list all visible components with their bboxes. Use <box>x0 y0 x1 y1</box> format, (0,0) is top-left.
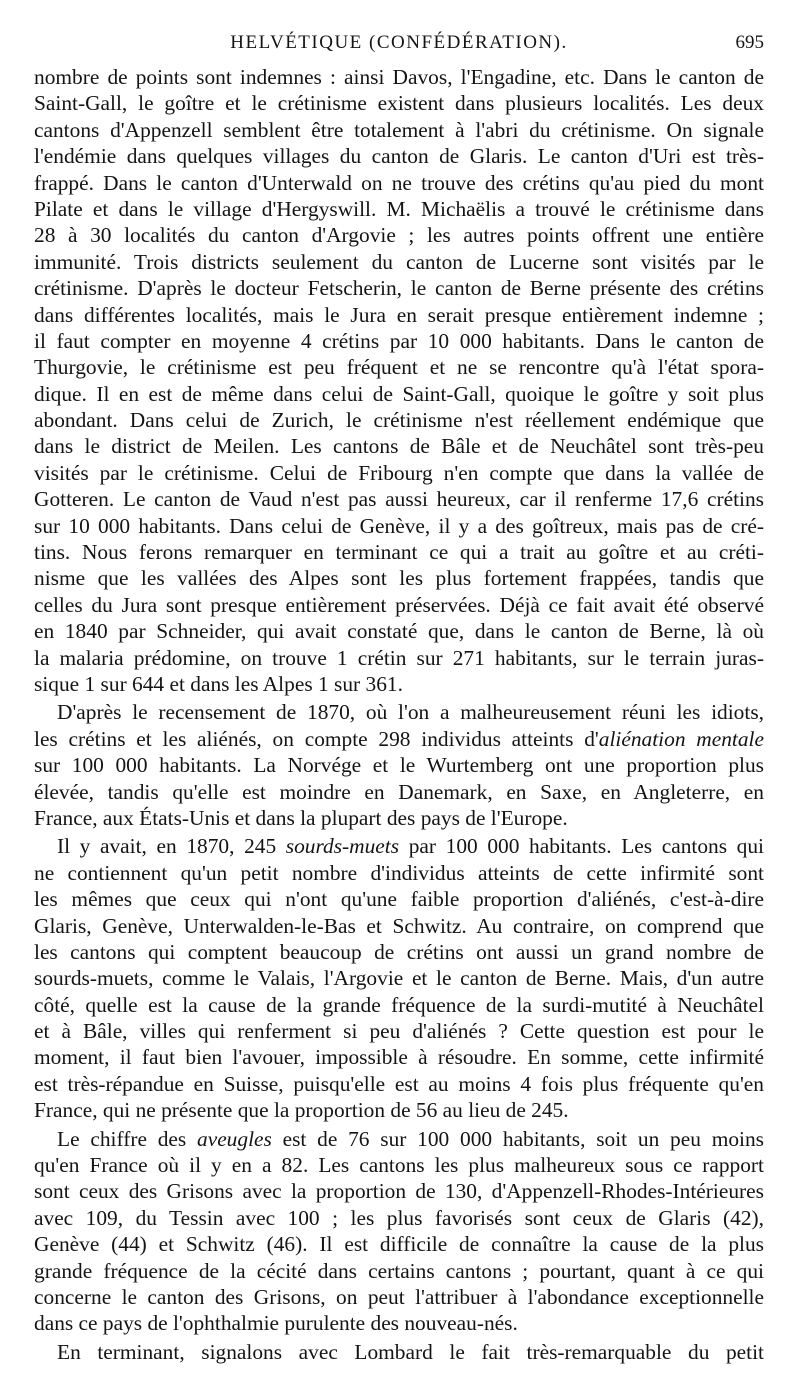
text-line: Il y avait, en 1870, 245 sourds-muets par 100 000 habitants. Les cantons qui <box>57 834 764 859</box>
paragraph-goitre-cretinism <box>34 64 764 697</box>
text-line: Thurgovie, le crétinisme est peu fréquent et ne se rencontre qu'à l'état spora- <box>34 355 764 380</box>
text-line: Le chiffre des aveugles est de 76 sur 100 000 habitants, soit un peu moins <box>57 1126 764 1151</box>
text-line: celles du Jura sont presque entièrement préservées. Déjà ce fait avait été observé <box>34 592 764 617</box>
text-line: Gotteren. Le canton de Vaud n'est pas aussi heureux, car il renferme 17,6 crétins <box>34 487 764 512</box>
text-line: avec 109, du Tessin avec 100 ; les plus favorisés sont ceux de Glaris (42), <box>34 1205 764 1230</box>
text-line: sique 1 sur 644 et dans les Alpes 1 sur 361. <box>34 671 403 696</box>
text-line: les cantons qui comptent beaucoup de crétins ont aussi un grand nombre de <box>34 939 764 964</box>
text-line: grande fréquence de la cécité dans certains cantons ; pourtant, quant à ce qui <box>34 1258 764 1283</box>
text-line: ne contiennent qu'un petit nombre d'individus atteints de cette infirmité sont <box>34 860 764 885</box>
text-line: élevée, tandis qu'elle est moindre en Danemark, en Saxe, en Angleterre, en <box>34 779 764 804</box>
text-line: dans le district de Meilen. Les cantons de Bâle et de Neuchâtel sont très-peu <box>34 434 764 459</box>
paragraph-closing <box>34 1339 764 1365</box>
text-line: l'endémie dans quelques villages du canton de Glaris. Le canton d'Uri est très- <box>34 144 764 169</box>
text-line: sont ceux des Grisons avec la proportion de 130, d'Appenzell-Rhodes-Intérieures <box>34 1179 764 1204</box>
text-line: en 1840 par Schneider, qui avait constaté que, dans le canton de Berne, là où <box>34 619 764 644</box>
italic-term: aliénation mentale <box>598 726 764 751</box>
text-line: et à Bâle, villes qui renferment si peu d'aliénés ? Cette question est pour le <box>34 1019 764 1044</box>
italic-term: sourds-muets <box>285 834 400 859</box>
text-line: dique. Il en est de même dans celui de Saint-Gall, quoique le goître y soit plus <box>34 381 764 406</box>
paragraph-mental-alienation <box>34 699 764 831</box>
text-line: la malaria prédomine, on trouve 1 crétin sur 271 habitants, sur le terrain juras- <box>34 645 764 670</box>
running-title: HELVÉTIQUE (CONFÉDÉRATION). <box>230 32 568 53</box>
text-line: nisme que les vallées des Alpes sont les plus fortement frappées, tandis que <box>34 566 764 591</box>
text-line: Pilate et dans le village d'Hergyswill. M. Michaëlis a trouvé le crétinisme dans <box>34 196 764 221</box>
text-line: est très-répandue en Suisse, puisqu'elle est au moins 4 fois plus fréquente qu'en <box>34 1071 764 1096</box>
text-line: visités par le crétinisme. Celui de Fribourg n'en compte que dans la vallée de <box>34 460 764 485</box>
text-line: les mêmes que ceux qui n'ont qu'une faible proportion d'aliénés, c'est-à-dire <box>34 887 764 912</box>
body-text <box>34 64 764 1365</box>
text-line: En terminant, signalons avec Lombard le fait très-remarquable du petit <box>57 1339 764 1364</box>
text-line: frappé. Dans le canton d'Unterwald on ne trouve des crétins qu'au pied du mont <box>34 170 764 195</box>
text-line: France, qui ne présente que la proportion de 56 au lieu de 245. <box>34 1098 569 1123</box>
italic-term: aveugles <box>197 1126 272 1151</box>
text-line: 28 à 30 localités du canton d'Argovie ; les autres points offrent une entière <box>34 223 764 248</box>
text-line: nombre de points sont indemnes : ainsi Davos, l'Engadine, etc. Dans le canton de <box>34 65 764 89</box>
text-line: Saint-Gall, le goître et le crétinisme existent dans plusieurs localités. Les deux <box>34 91 764 116</box>
text-line: D'après le recensement de 1870, où l'on a malheureusement réuni les idiots, <box>57 700 764 725</box>
text-line: crétinisme. D'après le docteur Fetscherin, le canton de Berne présente des crétins <box>34 276 764 301</box>
text-line: immunité. Trois districts seulement du canton de Lucerne sont visités par le <box>34 249 764 274</box>
text-line: France, aux États-Unis et dans la plupart des pays de l'Europe. <box>34 805 568 830</box>
text-line: sur 100 000 habitants. La Norvége et le Wurtemberg ont une proportion plus <box>34 753 764 778</box>
page-number: 695 <box>735 32 764 53</box>
page-header <box>34 30 764 58</box>
text-line: Genève (44) et Schwitz (46). Il est difficile de connaître la cause de la plus <box>34 1232 764 1257</box>
text-line: cantons d'Appenzell semblent être totalement à l'abri du crétinisme. On signale <box>34 117 764 142</box>
text-line: qu'en France où il y en a 82. Les cantons les plus malheureux sous ce rapport <box>34 1153 764 1178</box>
text-line: abondant. Dans celui de Zurich, le crétinisme n'est réellement endémique que <box>34 408 764 433</box>
paragraph-deaf-mutes <box>34 833 764 1123</box>
text-line: Glaris, Genève, Unterwalden-le-Bas et Schwitz. Au contraire, on comprend que <box>34 913 764 938</box>
text-line: il faut compter en moyenne 4 crétins par 10 000 habitants. Dans le canton de <box>34 328 764 353</box>
text-line: les crétins et les aliénés, on compte 298 individus atteints d'aliénation mentale <box>34 726 764 751</box>
text-line: moment, il faut bien l'avouer, impossible à résoudre. En somme, cette infirmité <box>34 1045 764 1070</box>
text-line: sur 10 000 habitants. Dans celui de Genève, il y a des goîtreux, mais pas de cré- <box>34 513 764 538</box>
paragraph-blind <box>34 1126 764 1337</box>
text-line: sourds-muets, comme le Valais, l'Argovie et le canton de Berne. Mais, d'un autre <box>34 966 764 991</box>
text-line: dans ce pays de l'ophthalmie purulente des nouveau-nés. <box>34 1311 518 1336</box>
text-line: concerne le canton des Grisons, on peut l'attribuer à l'abondance exceptionnelle <box>34 1284 764 1309</box>
text-line: dans différentes localités, mais le Jura en serait presque entièrement indemne ; <box>34 302 764 327</box>
text-line: côté, quelle est la cause de la grande fréquence de la surdi-mutité à Neuchâtel <box>34 992 764 1017</box>
text-line: tins. Nous ferons remarquer en terminant ce qui a trait au goître et au créti- <box>34 540 764 565</box>
